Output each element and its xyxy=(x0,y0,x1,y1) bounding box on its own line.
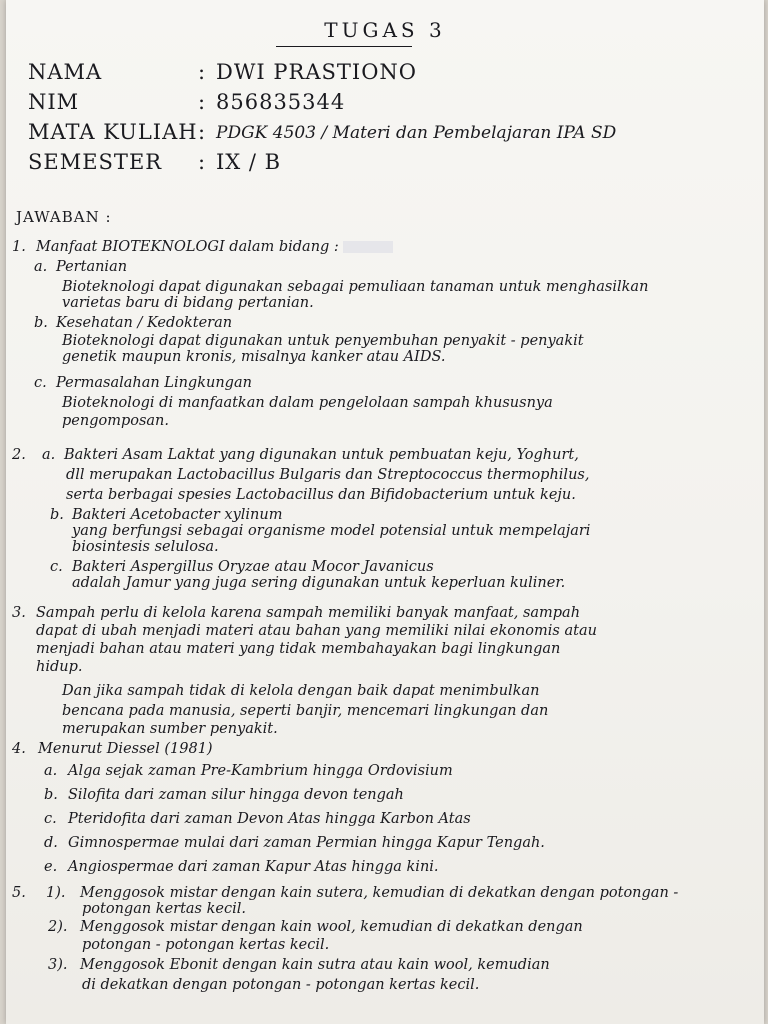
identity-label: SEMESTER xyxy=(28,150,163,174)
q4-intro-line xyxy=(6,740,764,758)
answer-line xyxy=(6,622,764,640)
answer-line xyxy=(6,640,764,658)
list-item xyxy=(6,446,764,464)
answer-line xyxy=(6,682,764,700)
list-item xyxy=(6,834,764,852)
answer-line xyxy=(6,348,764,366)
list-item xyxy=(6,258,764,276)
answer-text: hidup. xyxy=(36,659,83,675)
handwritten-sheet xyxy=(6,0,764,1024)
item-title: Pertanian xyxy=(56,259,128,275)
item-title: Permasalahan Lingkungan xyxy=(56,375,252,391)
identity-colon: : xyxy=(198,150,207,174)
answer-line xyxy=(6,604,764,622)
item-mark: c. xyxy=(44,811,57,827)
item-mark: 1). xyxy=(46,885,66,901)
item-mark: a. xyxy=(42,447,56,463)
answer-line xyxy=(6,936,764,954)
answer-text: biosintesis selulosa. xyxy=(72,539,219,555)
identity-colon: : xyxy=(198,90,207,114)
question-number: 2. xyxy=(12,447,26,463)
list-item xyxy=(6,858,764,876)
list-item xyxy=(6,810,764,828)
item-mark: e. xyxy=(44,859,58,875)
answer-line xyxy=(6,720,764,738)
answer-line xyxy=(6,900,764,918)
item-mark: 3). xyxy=(48,957,68,973)
answer-text: Angiospermae dari zaman Kapur Atas hingga kini. xyxy=(68,859,439,875)
item-mark: d. xyxy=(44,835,58,851)
answer-text: potongan - potongan kertas kecil. xyxy=(82,937,330,953)
q1-intro-text: Manfaat BIOTEKNOLOGI dalam bidang : xyxy=(36,239,339,255)
answer-text: Pteridofita dari zaman Devon Atas hingga Karbon Atas xyxy=(68,811,471,827)
answer-line xyxy=(6,976,764,994)
answer-line xyxy=(6,658,764,676)
item-mark: a. xyxy=(34,259,48,275)
answer-line xyxy=(6,466,764,484)
answer-text: bencana pada manusia, seperti banjir, mencemari lingkungan dan xyxy=(62,703,549,719)
identity-colon: : xyxy=(198,60,207,84)
answer-text: pengomposan. xyxy=(62,413,170,429)
answer-text: Bakteri Asam Laktat yang digunakan untuk pembuatan keju, Yoghurt, xyxy=(64,447,579,463)
answer-line xyxy=(6,412,764,430)
answer-text: Menggosok mistar dengan kain wool, kemudian di dekatkan dengan xyxy=(80,919,583,935)
list-item xyxy=(6,762,764,780)
q1-intro xyxy=(36,238,393,256)
answer-text: adalah Jamur yang juga sering digunakan untuk keperluan kuliner. xyxy=(72,575,566,591)
answer-text: Gimnospermae mulai dari zaman Permian hingga Kapur Tengah. xyxy=(68,835,545,851)
q1-intro-line xyxy=(6,238,764,256)
question-number: 3. xyxy=(12,605,26,621)
answer-text: Dan jika sampah tidak di kelola dengan baik dapat menimbulkan xyxy=(62,683,540,699)
answer-line xyxy=(6,294,764,312)
item-mark: a. xyxy=(44,763,58,779)
answer-line xyxy=(6,394,764,412)
answer-text: di dekatkan dengan potongan - potongan kertas kecil. xyxy=(82,977,480,993)
answer-text: Bioteknologi dapat digunakan untuk penyembuhan penyakit - penyakit xyxy=(62,333,584,349)
identity-colon: : xyxy=(198,120,207,144)
identity-label: NIM xyxy=(28,90,80,114)
identity-value: IX / B xyxy=(216,150,282,174)
question-number: 4. xyxy=(12,741,26,757)
answer-line xyxy=(6,486,764,504)
answer-text: merupakan sumber penyakit. xyxy=(62,721,278,737)
redacted-patch xyxy=(343,241,393,253)
list-item xyxy=(6,918,764,936)
answer-text: Sampah perlu di kelola karena sampah memiliki banyak manfaat, sampah xyxy=(36,605,581,621)
identity-value: 856835344 xyxy=(216,90,346,114)
identity-label: MATA KULIAH xyxy=(28,120,198,144)
answer-line xyxy=(6,702,764,720)
answer-line xyxy=(6,538,764,556)
item-mark: b. xyxy=(34,315,48,331)
question-number: 5. xyxy=(12,885,26,901)
identity-label: NAMA xyxy=(28,60,103,84)
title-underline xyxy=(276,46,412,47)
answer-text: Alga sejak zaman Pre-Kambrium hingga Ordovisium xyxy=(68,763,453,779)
list-item xyxy=(6,956,764,974)
answer-text: dapat di ubah menjadi materi atau bahan yang memiliki nilai ekonomis atau xyxy=(36,623,597,639)
answer-text: Bakteri Acetobacter xylinum xyxy=(72,507,283,523)
answer-text: potongan kertas kecil. xyxy=(82,901,246,917)
answer-text: genetik maupun kronis, misalnya kanker atau AIDS. xyxy=(62,349,446,365)
list-item xyxy=(6,314,764,332)
identity-value: DWI PRASTIONO xyxy=(216,60,417,84)
page-title: TUGAS 3 xyxy=(324,18,446,42)
answer-text: serta berbagai spesies Lactobacillus dan Bifidobacterium untuk keju. xyxy=(66,487,576,503)
answer-text: Bioteknologi di manfaatkan dalam pengelolaan sampah khususnya xyxy=(62,395,553,411)
list-item xyxy=(6,786,764,804)
q4-intro: Menurut Diessel (1981) xyxy=(38,741,213,757)
question-number: 1. xyxy=(12,239,26,255)
answer-text: Menggosok mistar dengan kain sutera, kemudian di dekatkan dengan potongan - xyxy=(80,885,679,901)
answer-text: Silofita dari zaman silur hingga devon tengah xyxy=(68,787,404,803)
answer-text: menjadi bahan atau materi yang tidak membahayakan bagi lingkungan xyxy=(36,641,561,657)
answer-text: Bakteri Aspergillus Oryzae atau Mocor Javanicus xyxy=(72,559,434,575)
answer-text: dll merupakan Lactobacillus Bulgaris dan Streptococcus thermophilus, xyxy=(66,467,590,483)
item-title: Kesehatan / Kedokteran xyxy=(56,315,233,331)
identity-value: PDGK 4503 / Materi dan Pembelajaran IPA SD xyxy=(216,123,617,143)
answer-text: Bioteknologi dapat digunakan sebagai pemuliaan tanaman untuk menghasilkan xyxy=(62,279,649,295)
item-mark: c. xyxy=(50,559,63,575)
answer-text: Menggosok Ebonit dengan kain sutra atau kain wool, kemudian xyxy=(80,957,550,973)
item-mark: c. xyxy=(34,375,47,391)
answer-text: varietas baru di bidang pertanian. xyxy=(62,295,314,311)
answers-heading: JAWABAN : xyxy=(16,208,112,226)
item-mark: b. xyxy=(50,507,64,523)
item-mark: b. xyxy=(44,787,58,803)
list-item xyxy=(6,374,764,392)
answer-text: yang berfungsi sebagai organisme model potensial untuk mempelajari xyxy=(72,523,591,539)
answer-line xyxy=(6,574,764,592)
item-mark: 2). xyxy=(48,919,68,935)
